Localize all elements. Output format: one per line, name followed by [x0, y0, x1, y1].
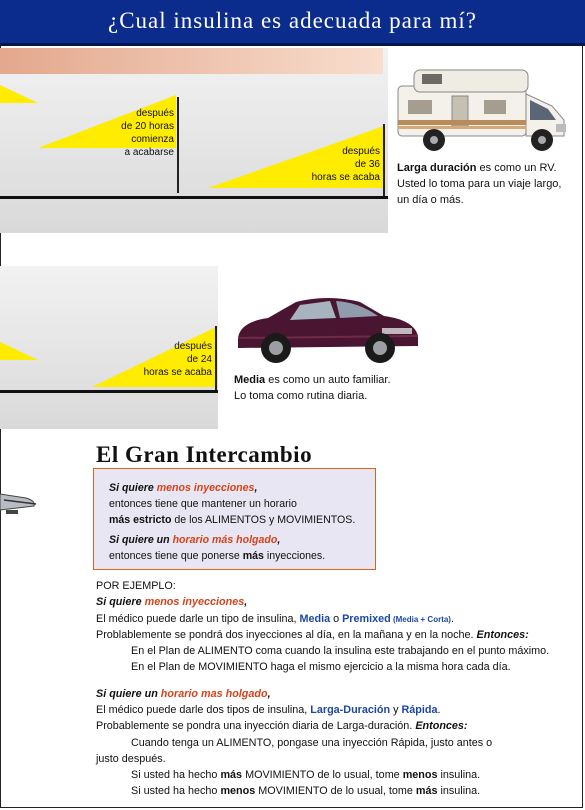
long-label-end: después de 36 horas se acaba — [311, 146, 380, 183]
page-title: ¿Cual insulina es adecuada para mí? — [108, 8, 477, 33]
medium-caption: Media es como un auto familiar. Lo toma como rutina diaria. — [234, 374, 391, 402]
example-a-heading: Si quiere menos inyecciones, — [96, 596, 248, 608]
rv-icon — [392, 64, 572, 161]
example-b-line-4: justo después. — [96, 753, 166, 765]
medium-curve-left — [0, 342, 40, 362]
example-a-line-2: Problablemente se pondrá dos inyecciones al día, en la mañana y en la noche. Entonces: — [96, 629, 529, 641]
example-heading: POR EJEMPLO: — [96, 580, 176, 592]
example-b-line-2: Probablemente se pondra una inyección diaria de Larga-duración. Entonces: — [96, 720, 468, 732]
example-a-line-3: En el Plan de ALIMENTO coma cuando la insulina este trabajando en el punto máximo. — [131, 645, 550, 657]
tradeoff-line-3: más estricto de los ALIMENTOS y MOVIMIENTOS. — [109, 514, 356, 526]
example-b-line-6: Si usted ha hecho menos MOVIMIENTO de lo usual, tome más insulina. — [131, 785, 481, 797]
tradeoff-box — [93, 468, 376, 570]
title-bar — [0, 0, 585, 46]
long-marker-36h — [383, 124, 385, 199]
medium-timeline — [0, 390, 218, 393]
tradeoff-line-4: Si quiere un horario más holgado, — [109, 534, 281, 546]
section-title: El Gran Intercambio — [96, 442, 313, 467]
example-b-line-3: Cuando tenga un ALIMENTO, pongase una inyección Rápida, justo antes o — [131, 737, 493, 749]
tradeoff-line-5: entonces tiene que ponerse más inyecciones. — [109, 550, 326, 562]
example-b-heading: Si quiere un horario mas holgado, — [96, 688, 271, 700]
long-caption: Larga duración es como un RV. Usted lo toma para un viaje largo, un día o más. — [397, 162, 562, 206]
airplane-icon — [0, 484, 40, 523]
long-acting-stripe — [0, 48, 383, 74]
tradeoff-line-2: entonces tiene que mantener un horario — [109, 498, 297, 510]
medium-marker-24h — [215, 326, 217, 392]
long-marker-20h — [177, 97, 179, 193]
example-b-line-1: El médico puede darle dos tipos de insulina, Larga-Duración y Rápida. — [96, 704, 441, 716]
example-b-line-5: Si usted ha hecho más MOVIMIENTO de lo usual, tome menos insulina. — [131, 769, 481, 781]
tradeoff-line-1: Si quiere menos inyecciones, — [109, 482, 258, 494]
example-a-line-1: El médico puede darle un tipo de insulina, Media o Premixed (Media + Corta). — [96, 613, 454, 625]
long-label-start: después de 20 horas comienza a acabarse — [121, 108, 174, 158]
long-curve-left — [0, 85, 40, 105]
medium-label-end: después de 24 horas se acaba — [143, 341, 212, 378]
long-timeline — [0, 196, 388, 199]
example-a-line-4: En el Plan de MOVIMIENTO haga el mismo ejercicio a la misma hora cada día. — [131, 661, 511, 673]
sedan-icon — [232, 292, 422, 373]
